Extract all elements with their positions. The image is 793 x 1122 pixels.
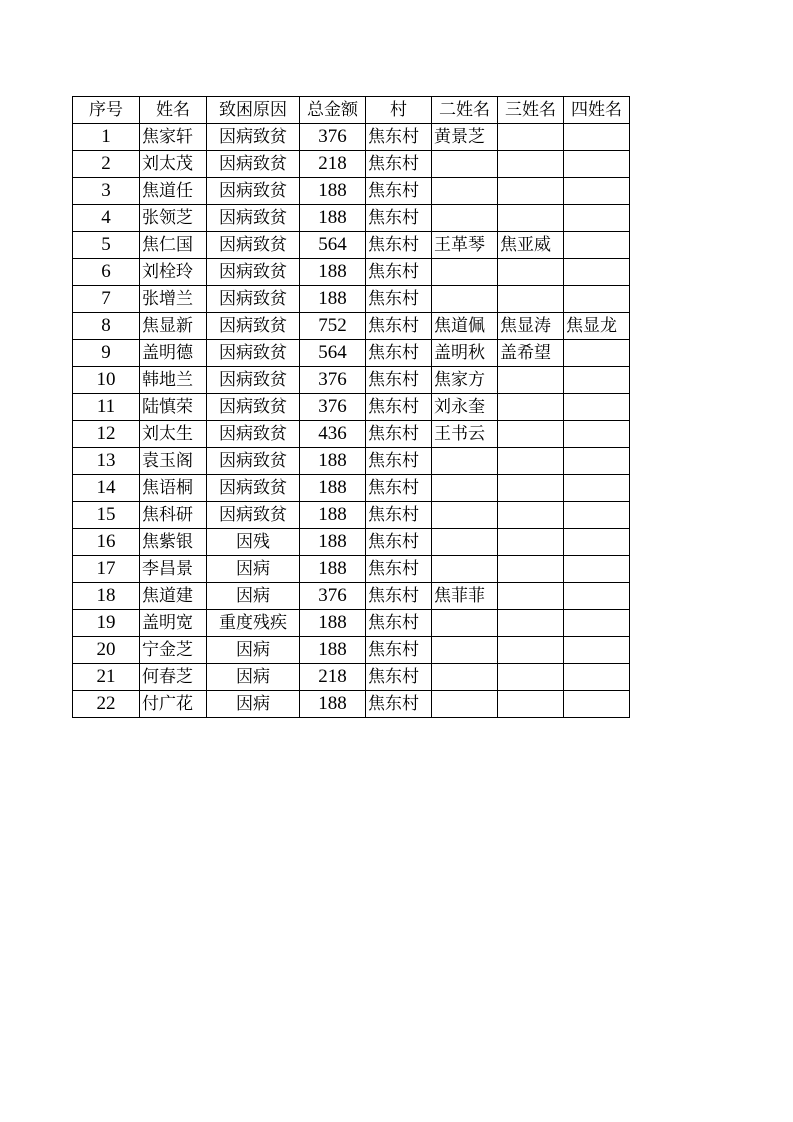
cell-total: 188 [300, 502, 366, 529]
cell-name3 [498, 205, 564, 232]
table-row [73, 367, 630, 394]
cell-name: 盖明德 [140, 340, 207, 367]
cell-name4 [564, 367, 630, 394]
cell-name2 [432, 556, 498, 583]
cell-name3: 焦亚威 [498, 232, 564, 259]
cell-name4 [564, 394, 630, 421]
cell-name: 刘太茂 [140, 151, 207, 178]
cell-total: 218 [300, 151, 366, 178]
cell-village: 焦东村 [366, 205, 432, 232]
cell-village: 焦东村 [366, 610, 432, 637]
table-row [73, 394, 630, 421]
header-village: 村 [366, 97, 432, 124]
cell-name3: 焦显涛 [498, 313, 564, 340]
cell-reason: 因残 [207, 529, 300, 556]
cell-reason: 因病致贫 [207, 340, 300, 367]
cell-name3 [498, 637, 564, 664]
table-row [73, 610, 630, 637]
cell-name4 [564, 151, 630, 178]
cell-name4 [564, 664, 630, 691]
cell-name3 [498, 124, 564, 151]
cell-name4 [564, 421, 630, 448]
cell-seq: 1 [73, 124, 140, 151]
cell-seq: 5 [73, 232, 140, 259]
cell-village: 焦东村 [366, 232, 432, 259]
cell-name3: 盖希望 [498, 340, 564, 367]
cell-village: 焦东村 [366, 691, 432, 718]
cell-total: 752 [300, 313, 366, 340]
cell-name: 宁金芝 [140, 637, 207, 664]
cell-village: 焦东村 [366, 151, 432, 178]
table-row [73, 232, 630, 259]
poverty-relief-table [72, 96, 630, 718]
cell-reason: 因病致贫 [207, 124, 300, 151]
cell-seq: 21 [73, 664, 140, 691]
cell-reason: 因病致贫 [207, 502, 300, 529]
table-row [73, 340, 630, 367]
cell-seq: 6 [73, 259, 140, 286]
header-seq: 序号 [73, 97, 140, 124]
cell-reason: 重度残疾 [207, 610, 300, 637]
cell-name: 焦紫银 [140, 529, 207, 556]
cell-reason: 因病致贫 [207, 394, 300, 421]
cell-name4 [564, 340, 630, 367]
cell-name3 [498, 529, 564, 556]
cell-name4 [564, 583, 630, 610]
cell-name2: 焦道佩 [432, 313, 498, 340]
cell-name2 [432, 259, 498, 286]
cell-village: 焦东村 [366, 124, 432, 151]
header-name3: 三姓名 [498, 97, 564, 124]
cell-name4 [564, 259, 630, 286]
cell-total: 564 [300, 340, 366, 367]
cell-reason: 因病 [207, 556, 300, 583]
cell-name4 [564, 691, 630, 718]
cell-total: 188 [300, 529, 366, 556]
header-reason: 致困原因 [207, 97, 300, 124]
cell-reason: 因病 [207, 583, 300, 610]
table-row [73, 448, 630, 475]
cell-name: 陆慎荣 [140, 394, 207, 421]
cell-name4 [564, 529, 630, 556]
cell-seq: 11 [73, 394, 140, 421]
cell-reason: 因病 [207, 637, 300, 664]
table-row [73, 502, 630, 529]
cell-name4 [564, 124, 630, 151]
table-row [73, 475, 630, 502]
cell-name4 [564, 556, 630, 583]
cell-name3 [498, 448, 564, 475]
cell-village: 焦东村 [366, 367, 432, 394]
cell-name2 [432, 151, 498, 178]
table-row [73, 259, 630, 286]
cell-name4: 焦显龙 [564, 313, 630, 340]
cell-name2: 焦家方 [432, 367, 498, 394]
cell-seq: 20 [73, 637, 140, 664]
cell-name2 [432, 502, 498, 529]
cell-seq: 3 [73, 178, 140, 205]
cell-name2: 焦菲菲 [432, 583, 498, 610]
cell-name: 张领芝 [140, 205, 207, 232]
cell-village: 焦东村 [366, 664, 432, 691]
cell-village: 焦东村 [366, 556, 432, 583]
cell-name2: 黄景芝 [432, 124, 498, 151]
cell-name4 [564, 205, 630, 232]
cell-name: 焦科研 [140, 502, 207, 529]
header-total: 总金额 [300, 97, 366, 124]
cell-seq: 10 [73, 367, 140, 394]
cell-name2: 盖明秋 [432, 340, 498, 367]
cell-name2: 刘永奎 [432, 394, 498, 421]
cell-seq: 7 [73, 286, 140, 313]
cell-reason: 因病致贫 [207, 178, 300, 205]
cell-name3 [498, 259, 564, 286]
cell-seq: 4 [73, 205, 140, 232]
cell-name3 [498, 502, 564, 529]
cell-total: 376 [300, 583, 366, 610]
table-row [73, 313, 630, 340]
cell-reason: 因病致贫 [207, 421, 300, 448]
cell-seq: 13 [73, 448, 140, 475]
cell-name: 刘太生 [140, 421, 207, 448]
cell-name2 [432, 286, 498, 313]
cell-name4 [564, 178, 630, 205]
cell-total: 188 [300, 610, 366, 637]
cell-total: 188 [300, 637, 366, 664]
header-row [73, 97, 630, 124]
table-row [73, 529, 630, 556]
cell-name: 焦语桐 [140, 475, 207, 502]
cell-seq: 14 [73, 475, 140, 502]
cell-reason: 因病致贫 [207, 259, 300, 286]
cell-reason: 因病致贫 [207, 232, 300, 259]
cell-name3 [498, 475, 564, 502]
cell-name: 付广花 [140, 691, 207, 718]
cell-name: 焦仁国 [140, 232, 207, 259]
cell-name2 [432, 529, 498, 556]
cell-village: 焦东村 [366, 394, 432, 421]
cell-name3 [498, 151, 564, 178]
cell-name2: 王革琴 [432, 232, 498, 259]
cell-reason: 因病致贫 [207, 151, 300, 178]
cell-name3 [498, 664, 564, 691]
cell-total: 188 [300, 556, 366, 583]
cell-name4 [564, 232, 630, 259]
table-row [73, 205, 630, 232]
cell-total: 188 [300, 259, 366, 286]
cell-name4 [564, 637, 630, 664]
cell-total: 564 [300, 232, 366, 259]
cell-name: 盖明宽 [140, 610, 207, 637]
cell-village: 焦东村 [366, 286, 432, 313]
cell-name: 袁玉阁 [140, 448, 207, 475]
cell-name: 焦显新 [140, 313, 207, 340]
header-name2: 二姓名 [432, 97, 498, 124]
cell-total: 436 [300, 421, 366, 448]
table-row [73, 421, 630, 448]
table-row [73, 583, 630, 610]
cell-name3 [498, 367, 564, 394]
cell-total: 188 [300, 475, 366, 502]
table-row [73, 691, 630, 718]
cell-reason: 因病致贫 [207, 205, 300, 232]
cell-name3 [498, 691, 564, 718]
table-row [73, 286, 630, 313]
cell-village: 焦东村 [366, 529, 432, 556]
cell-name: 张增兰 [140, 286, 207, 313]
cell-name: 何春芝 [140, 664, 207, 691]
cell-name3 [498, 583, 564, 610]
cell-seq: 15 [73, 502, 140, 529]
cell-reason: 因病致贫 [207, 475, 300, 502]
cell-name4 [564, 448, 630, 475]
table-row [73, 637, 630, 664]
cell-name: 焦道任 [140, 178, 207, 205]
cell-total: 218 [300, 664, 366, 691]
cell-name: 刘栓玲 [140, 259, 207, 286]
cell-name2: 王书云 [432, 421, 498, 448]
cell-village: 焦东村 [366, 421, 432, 448]
cell-name2 [432, 178, 498, 205]
cell-total: 376 [300, 394, 366, 421]
cell-name2 [432, 448, 498, 475]
cell-name: 李昌景 [140, 556, 207, 583]
cell-seq: 2 [73, 151, 140, 178]
cell-name4 [564, 286, 630, 313]
table-row [73, 556, 630, 583]
cell-total: 376 [300, 367, 366, 394]
cell-reason: 因病致贫 [207, 286, 300, 313]
cell-total: 188 [300, 178, 366, 205]
cell-name4 [564, 502, 630, 529]
cell-reason: 因病致贫 [207, 448, 300, 475]
cell-seq: 8 [73, 313, 140, 340]
table-row [73, 178, 630, 205]
cell-name4 [564, 610, 630, 637]
cell-name2 [432, 475, 498, 502]
cell-seq: 19 [73, 610, 140, 637]
cell-name2 [432, 691, 498, 718]
cell-village: 焦东村 [366, 340, 432, 367]
cell-seq: 9 [73, 340, 140, 367]
cell-reason: 因病致贫 [207, 367, 300, 394]
cell-name: 焦道建 [140, 583, 207, 610]
cell-name3 [498, 394, 564, 421]
cell-name4 [564, 475, 630, 502]
table-body [73, 97, 630, 718]
cell-seq: 17 [73, 556, 140, 583]
table-row [73, 124, 630, 151]
cell-reason: 因病致贫 [207, 313, 300, 340]
cell-name3 [498, 610, 564, 637]
cell-total: 188 [300, 448, 366, 475]
cell-name3 [498, 556, 564, 583]
cell-total: 188 [300, 205, 366, 232]
cell-name: 韩地兰 [140, 367, 207, 394]
cell-name2 [432, 637, 498, 664]
cell-village: 焦东村 [366, 448, 432, 475]
cell-reason: 因病 [207, 664, 300, 691]
cell-village: 焦东村 [366, 475, 432, 502]
cell-village: 焦东村 [366, 502, 432, 529]
table-row [73, 151, 630, 178]
cell-seq: 16 [73, 529, 140, 556]
cell-total: 188 [300, 691, 366, 718]
cell-name2 [432, 610, 498, 637]
cell-name3 [498, 178, 564, 205]
cell-total: 376 [300, 124, 366, 151]
cell-name2 [432, 205, 498, 232]
table-row [73, 664, 630, 691]
cell-name: 焦家轩 [140, 124, 207, 151]
cell-village: 焦东村 [366, 313, 432, 340]
cell-village: 焦东村 [366, 637, 432, 664]
cell-village: 焦东村 [366, 259, 432, 286]
header-name: 姓名 [140, 97, 207, 124]
cell-total: 188 [300, 286, 366, 313]
cell-reason: 因病 [207, 691, 300, 718]
cell-name3 [498, 286, 564, 313]
cell-seq: 12 [73, 421, 140, 448]
header-name4: 四姓名 [564, 97, 630, 124]
cell-name3 [498, 421, 564, 448]
cell-seq: 18 [73, 583, 140, 610]
cell-seq: 22 [73, 691, 140, 718]
cell-name2 [432, 664, 498, 691]
cell-village: 焦东村 [366, 178, 432, 205]
cell-village: 焦东村 [366, 583, 432, 610]
